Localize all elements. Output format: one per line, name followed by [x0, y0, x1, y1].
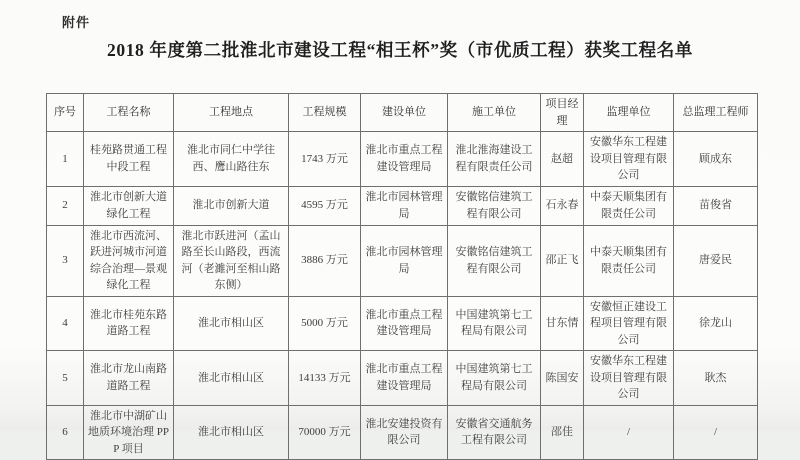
cell-contractor: 安徽铭信建筑工程有限公司 — [448, 225, 541, 296]
cell-serial-no: 6 — [47, 405, 84, 460]
cell-chief-engineer: 顾成东 — [674, 132, 758, 187]
cell-chief-engineer: 耿杰 — [674, 351, 758, 406]
table-row — [47, 132, 758, 187]
cell-serial-no: 4 — [47, 296, 84, 351]
cell-project-manager: 赵超 — [541, 132, 584, 187]
table-row — [47, 296, 758, 351]
cell-serial-no: 5 — [47, 351, 84, 406]
col-header-supervisor: 监理单位 — [584, 94, 674, 132]
cell-contractor: 中国建筑第七工程局有限公司 — [448, 296, 541, 351]
cell-chief-engineer: 徐龙山 — [674, 296, 758, 351]
cell-contractor: 安徽铭信建筑工程有限公司 — [448, 186, 541, 225]
cell-location: 淮北市跃进河（孟山路至长山路段，西流河（老濉河至相山路东侧） — [174, 225, 289, 296]
cell-builder: 淮北市重点工程建设管理局 — [361, 296, 448, 351]
cell-project-manager: 邵佳 — [541, 405, 584, 460]
cell-supervisor: 安徽恒正建设工程项目管理有限公司 — [584, 296, 674, 351]
awards-table — [46, 93, 758, 460]
cell-project-name: 淮北市西流河、跃进河城市河道综合治理—景观绿化工程 — [84, 225, 174, 296]
col-header-serial-no: 序号 — [47, 94, 84, 132]
cell-builder: 淮北市园林管理局 — [361, 225, 448, 296]
cell-supervisor: 安徽华东工程建设项目管理有限公司 — [584, 351, 674, 406]
cell-scale: 5000 万元 — [289, 296, 361, 351]
cell-serial-no: 3 — [47, 225, 84, 296]
cell-project-manager: 邵正飞 — [541, 225, 584, 296]
table-row — [47, 405, 758, 460]
cell-location: 淮北市同仁中学往西、鹰山路往东 — [174, 132, 289, 187]
cell-contractor: 中国建筑第七工程局有限公司 — [448, 351, 541, 406]
cell-scale: 4595 万元 — [289, 186, 361, 225]
table-header-row — [47, 94, 758, 132]
cell-project-name: 淮北市创新大道绿化工程 — [84, 186, 174, 225]
cell-project-name: 淮北市中湖矿山地质环境治理 PPP 项目 — [84, 405, 174, 460]
cell-location: 淮北市相山区 — [174, 405, 289, 460]
cell-scale: 3886 万元 — [289, 225, 361, 296]
col-header-project-name: 工程名称 — [84, 94, 174, 132]
document-title: 2018 年度第二批淮北市建设工程“相王杯”奖（市优质工程）获奖工程名单 — [107, 40, 693, 60]
col-header-scale: 工程规模 — [289, 94, 361, 132]
cell-contractor: 安徽省交通航务工程有限公司 — [448, 405, 541, 460]
cell-location: 淮北市创新大道 — [174, 186, 289, 225]
cell-builder: 淮北安建投资有限公司 — [361, 405, 448, 460]
col-header-builder: 建设单位 — [361, 94, 448, 132]
cell-project-manager: 甘东情 — [541, 296, 584, 351]
attachment-label: 附件 — [62, 15, 91, 30]
col-header-location: 工程地点 — [174, 94, 289, 132]
cell-contractor: 淮北淮海建设工程有限责任公司 — [448, 132, 541, 187]
cell-location: 淮北市相山区 — [174, 351, 289, 406]
cell-project-name: 淮北市桂苑东路道路工程 — [84, 296, 174, 351]
cell-project-name: 淮北市龙山南路道路工程 — [84, 351, 174, 406]
cell-scale: 70000 万元 — [289, 405, 361, 460]
cell-chief-engineer: 苗俊省 — [674, 186, 758, 225]
cell-serial-no: 1 — [47, 132, 84, 187]
cell-builder: 淮北市重点工程建设管理局 — [361, 351, 448, 406]
cell-builder: 淮北市园林管理局 — [361, 186, 448, 225]
cell-location: 淮北市相山区 — [174, 296, 289, 351]
cell-chief-engineer: 唐爱民 — [674, 225, 758, 296]
cell-project-manager: 石永春 — [541, 186, 584, 225]
table-row — [47, 186, 758, 225]
cell-chief-engineer: / — [674, 405, 758, 460]
cell-project-name: 桂苑路贯通工程中段工程 — [84, 132, 174, 187]
table-row — [47, 225, 758, 296]
col-header-contractor: 施工单位 — [448, 94, 541, 132]
cell-supervisor: 安徽华东工程建设项目管理有限公司 — [584, 132, 674, 187]
table-row — [47, 351, 758, 406]
cell-supervisor: 中泰天顺集团有限责任公司 — [584, 186, 674, 225]
cell-supervisor: / — [584, 405, 674, 460]
cell-project-manager: 陈国安 — [541, 351, 584, 406]
col-header-chief-engineer: 总监理工程师 — [674, 94, 758, 132]
col-header-project-manager: 项目经理 — [541, 94, 584, 132]
cell-scale: 1743 万元 — [289, 132, 361, 187]
cell-scale: 14133 万元 — [289, 351, 361, 406]
cell-builder: 淮北市重点工程建设管理局 — [361, 132, 448, 187]
cell-supervisor: 中泰天顺集团有限责任公司 — [584, 225, 674, 296]
cell-serial-no: 2 — [47, 186, 84, 225]
